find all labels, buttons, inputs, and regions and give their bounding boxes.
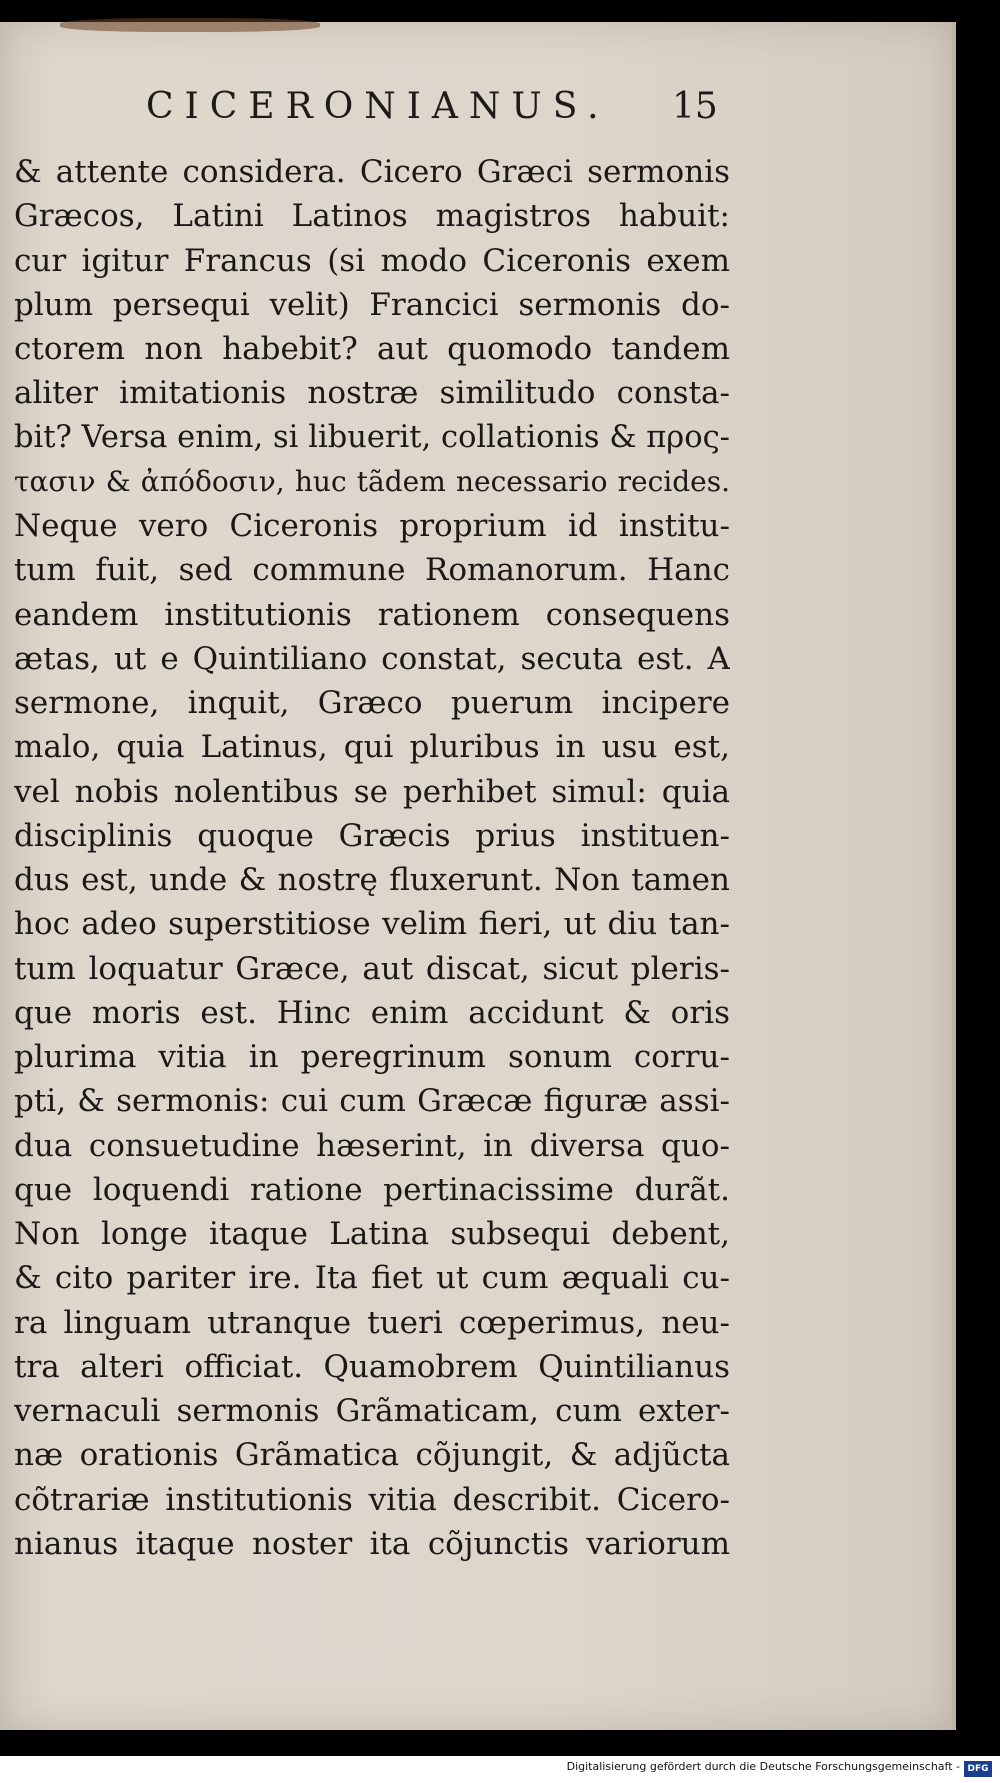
text-line: aliter imitationis nostræ similitudo consta- [14,375,730,412]
text-line: plum persequi velit) Francici sermonis do- [14,286,730,323]
text-line: cõtrariæ institutionis vitia describit. Cicero- [14,1481,730,1518]
book-page [0,22,956,1730]
text-block [14,150,730,1566]
text-line: disciplinis quoque Græcis prius instituen- [14,817,730,854]
text-line: Græcos, Latini Latinos magistros habuit: [14,198,730,235]
text-line: plurima vitia in peregrinum sonum corru- [14,1039,730,1075]
text-line: ætas, ut e Quintiliano constat, secuta est. A [14,640,730,677]
text-line: malo, quia Latinus, qui pluribus in usu est, [14,729,730,766]
digitization-footer [0,1756,1000,1783]
text-line: que moris est. Hinc enim accidunt & oris [14,994,730,1031]
text-line: hoc adeo superstitiose velim fieri, ut diu tan- [14,906,730,943]
text-line: cur igitur Francus (si modo Ciceronis exem [14,242,730,279]
footer-credit: Digitalisierung gefördert durch die Deutsche Forschungsgemeinschaft - [566,1760,960,1773]
text-line: vel nobis nolentibus se perhibet simul: quia [14,773,730,810]
text-line: ra linguam utranque tueri cœperimus, neu- [14,1304,730,1341]
text-line: eandem institutionis rationem consequens [14,596,730,633]
text-line: Non longe itaque Latina subsequi debent, [14,1216,730,1252]
text-line: vernaculi sermonis Grãmaticam, cum exter- [14,1393,730,1429]
text-line: dua consuetudine hæserint, in diversa quo- [14,1127,730,1164]
text-line: ctorem non habebit? aut quomodo tandem [14,331,730,367]
text-line: sermone, inquit, Græco puerum incipere [14,685,730,721]
text-line: bit? Versa enim, si libuerit, collationis & προς- [14,419,730,455]
text-line: Neque vero Ciceronis proprium id institu- [14,508,730,544]
page-stain [60,18,320,32]
running-head-title: CICERONIANUS. [146,86,610,127]
text-line: tum fuit, sed commune Romanorum. Hanc [14,552,730,589]
text-line: dus est, unde & nostrę fluxerunt. Non tamen [14,862,730,898]
text-line: tra alteri officiat. Quamobrem Quintilianus [14,1348,730,1385]
page-number: 15 [672,86,718,127]
text-line: næ orationis Grãmatica cõjungit, & adjũcta [14,1437,730,1474]
dfg-logo: DFG [964,1761,992,1777]
text-line: & cito pariter ire. Ita fiet ut cum æquali cu- [14,1260,730,1297]
text-line: nianus itaque noster ita cõjunctis variorum [14,1525,730,1562]
text-line: & attente considera. Cicero Græci sermonis [14,154,730,190]
running-head [0,86,952,148]
text-line: τασιν & ἀπόδοσιν, huc tãdem necessario recides. [14,464,730,498]
text-line: pti, & sermonis: cui cum Græcæ figuræ assi- [14,1083,730,1120]
text-line: tum loquatur Græce, aut discat, sicut pleris- [14,950,730,987]
text-line: que loquendi ratione pertinacissime durãt. [14,1171,730,1208]
